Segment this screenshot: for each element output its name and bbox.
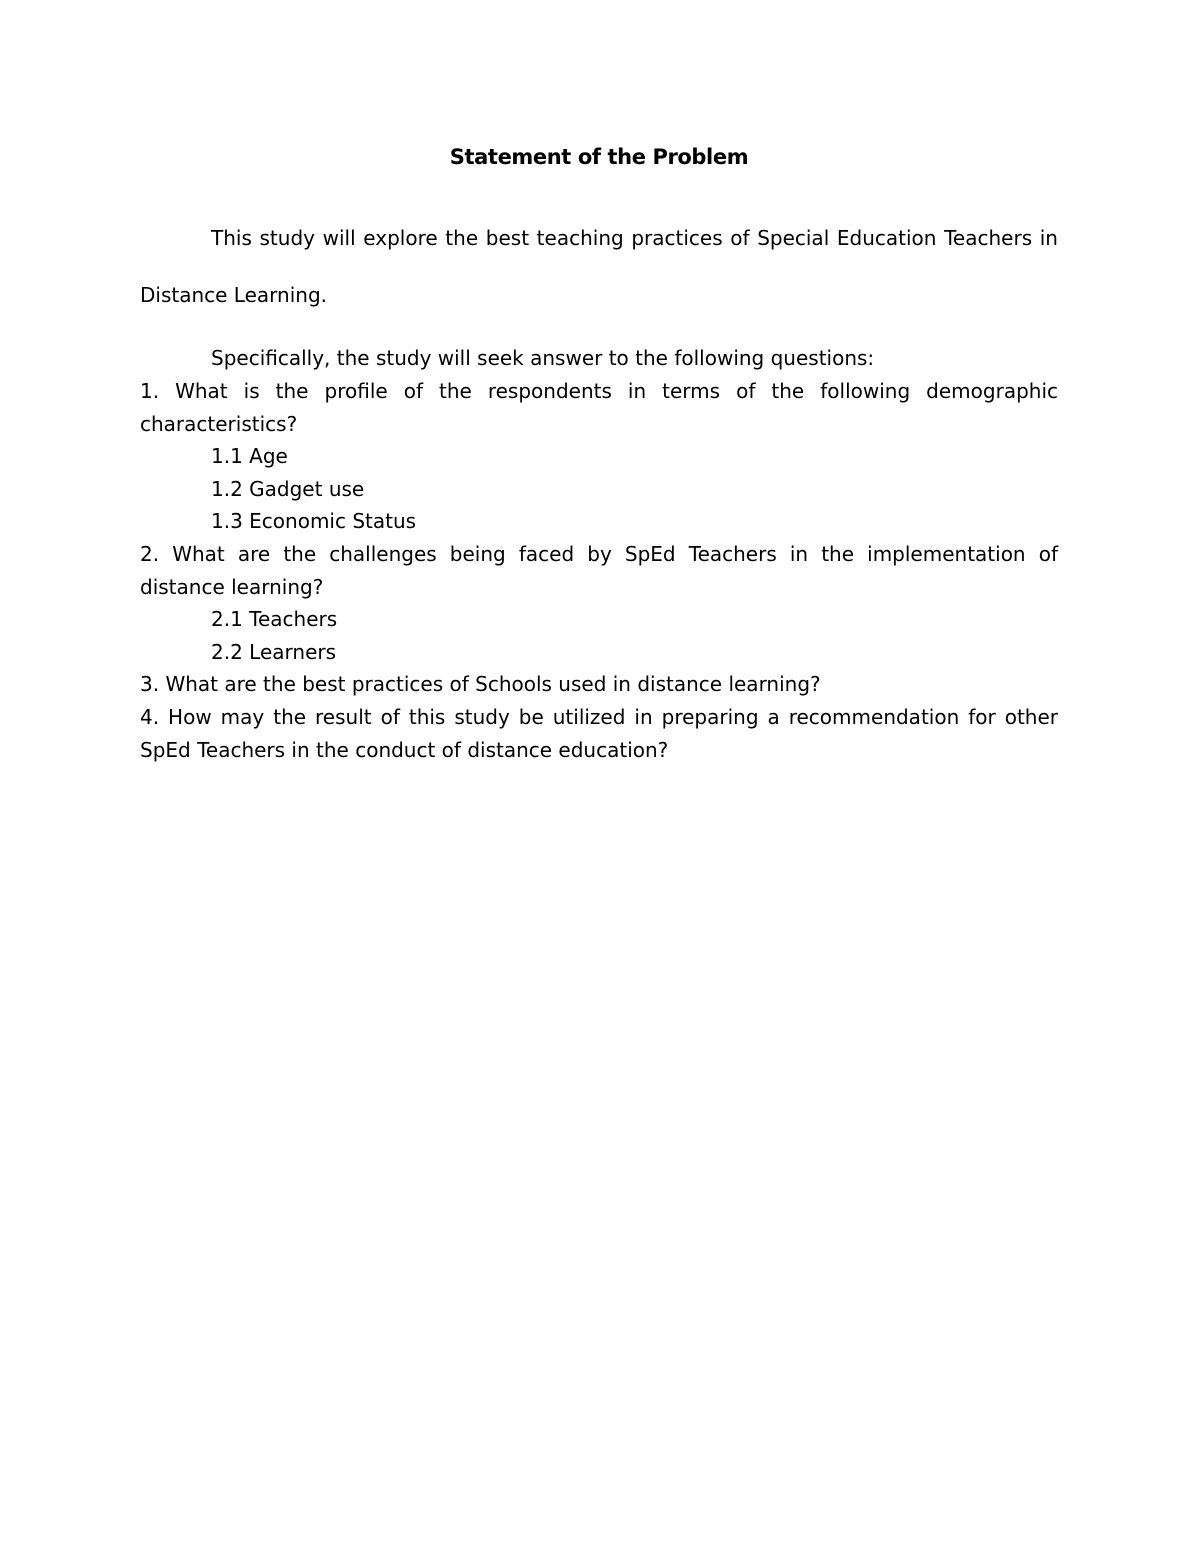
question-text: 1. What is the profile of the respondents in terms of the following demographic characteristics? xyxy=(140,379,1058,436)
sub-question-item: 2.2 Learners xyxy=(211,639,337,664)
question-item-4 xyxy=(140,701,1058,766)
intro-paragraph: This study will explore the best teaching practices of Special Education Teachers in Distance Learning. xyxy=(140,226,1058,307)
sub-question-item: 1.3 Economic Status xyxy=(211,509,417,534)
document-title: Statement of the Problem xyxy=(449,145,749,169)
sub-question-list xyxy=(140,603,1058,668)
question-text: 2. What are the challenges being faced by SpEd Teachers in the implementation of distance learning? xyxy=(140,541,1058,599)
question-item-2 xyxy=(140,538,1058,668)
questions-list xyxy=(140,375,1058,766)
question-text: 4. How may the result of this study be utilized in preparing a recommendation for other SpEd Teachers in the conduct of distance education? xyxy=(140,704,1058,762)
sub-question-list xyxy=(140,440,1058,538)
question-text: 3. What are the best practices of Schools used in distance learning? xyxy=(140,672,821,697)
questions-lead: Specifically, the study will seek answer to the following questions: xyxy=(211,346,875,370)
sub-question-item: 2.1 Teachers xyxy=(211,607,338,632)
sub-question-item: 1.2 Gadget use xyxy=(211,476,365,501)
question-item-1 xyxy=(140,375,1058,538)
question-item-3 xyxy=(140,668,1058,701)
sub-question-item: 1.1 Age xyxy=(211,444,288,469)
